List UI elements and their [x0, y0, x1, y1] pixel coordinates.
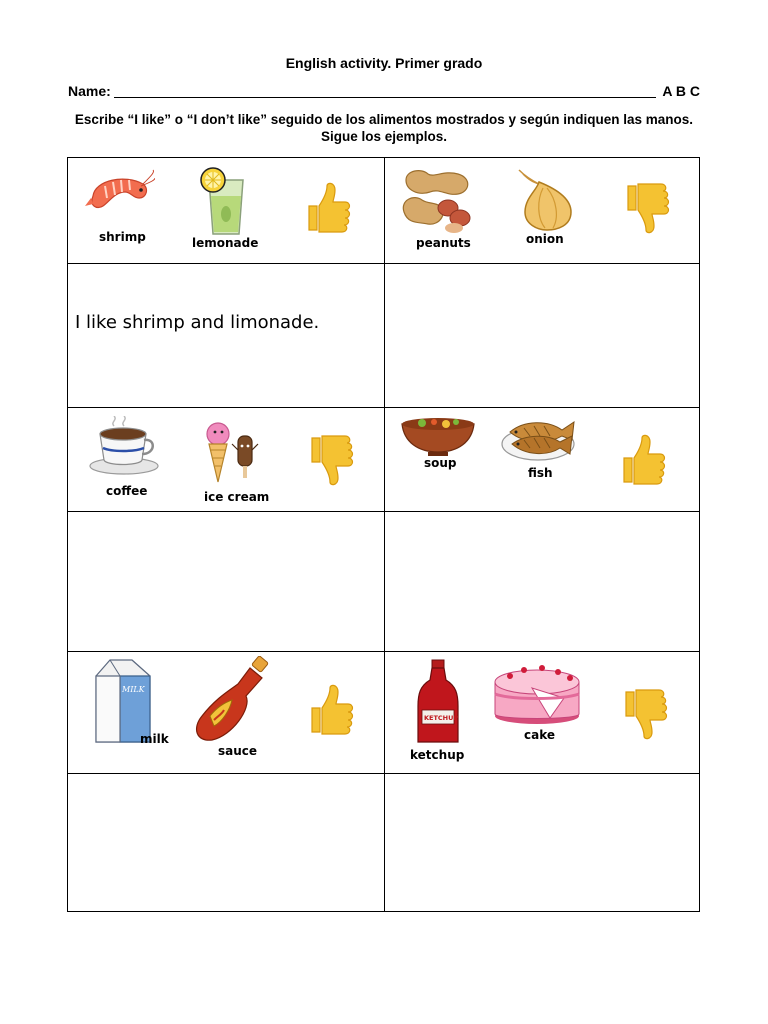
- name-blank-line[interactable]: [114, 97, 656, 98]
- food-fish: [500, 414, 580, 484]
- shrimp-icon: [85, 168, 155, 218]
- answer-box-row2-left[interactable]: [68, 512, 383, 650]
- name-field-row: [68, 83, 700, 101]
- food-milk: [78, 658, 168, 748]
- name-label: Name:: [68, 83, 111, 99]
- coffee-icon: [88, 416, 160, 478]
- answer-box-row3-right[interactable]: [385, 774, 699, 911]
- thumbs-up-icon: [305, 182, 351, 239]
- food-peanuts: [400, 166, 476, 256]
- answer-box-row2-right[interactable]: [385, 512, 699, 650]
- svg-text:MILK: MILK: [122, 685, 145, 694]
- food-label: cake: [524, 728, 556, 742]
- answer-box-row3-left[interactable]: [68, 774, 383, 911]
- food-label: peanuts: [416, 236, 471, 250]
- food-label: ice cream: [204, 490, 270, 504]
- food-label: soup: [424, 456, 457, 470]
- food-lemonade: [192, 166, 259, 256]
- soup-icon: [398, 414, 478, 458]
- food-shrimp: [85, 168, 155, 244]
- example-answer: I like shrimp and limonade.: [75, 312, 320, 333]
- food-label: milk: [140, 732, 169, 746]
- section-options: A B C: [662, 83, 700, 99]
- food-label: coffee: [106, 484, 148, 498]
- food-onion: [512, 166, 576, 256]
- peanuts-icon: [400, 166, 476, 234]
- cake-icon: [492, 658, 582, 726]
- food-label: fish: [528, 466, 553, 480]
- instructions: [60, 111, 708, 145]
- worksheet-title: English activity. Primer grado: [285, 55, 483, 71]
- ice-cream-icon: [202, 420, 268, 484]
- thumbs-up-icon: [308, 684, 354, 741]
- onion-icon: [513, 166, 575, 232]
- row-divider: [68, 407, 699, 408]
- food-label: onion: [526, 232, 564, 246]
- thumbs-down-icon: [622, 688, 668, 745]
- thumbs-up-icon: [620, 434, 666, 491]
- food-soup: [398, 414, 478, 476]
- food-label: shrimp: [99, 230, 146, 244]
- food-cake: [492, 658, 582, 746]
- food-label: sauce: [218, 744, 258, 758]
- row-divider: [68, 651, 699, 652]
- thumbs-down-icon: [308, 434, 354, 491]
- svg-text:KETCHUP: KETCHUP: [424, 714, 459, 722]
- food-coffee: [88, 416, 160, 500]
- food-ketchup: [408, 658, 468, 766]
- answer-box-row1-right[interactable]: [385, 263, 699, 406]
- instruction-line-1: Escribe “I like” o “I don’t like” seguido de los alimentos mostrados y según indiquen las manos.: [74, 112, 694, 127]
- sauce-icon: [192, 656, 272, 742]
- food-sauce: [192, 656, 272, 760]
- food-label: lemonade: [192, 236, 259, 250]
- instruction-line-2: Sigue los ejemplos.: [320, 129, 448, 144]
- food-ice-cream: [200, 420, 270, 506]
- fish-icon: [500, 414, 580, 462]
- thumbs-down-icon: [624, 182, 670, 239]
- lemonade-icon: [195, 166, 249, 238]
- food-label: ketchup: [410, 748, 465, 762]
- ketchup-icon: [412, 658, 464, 746]
